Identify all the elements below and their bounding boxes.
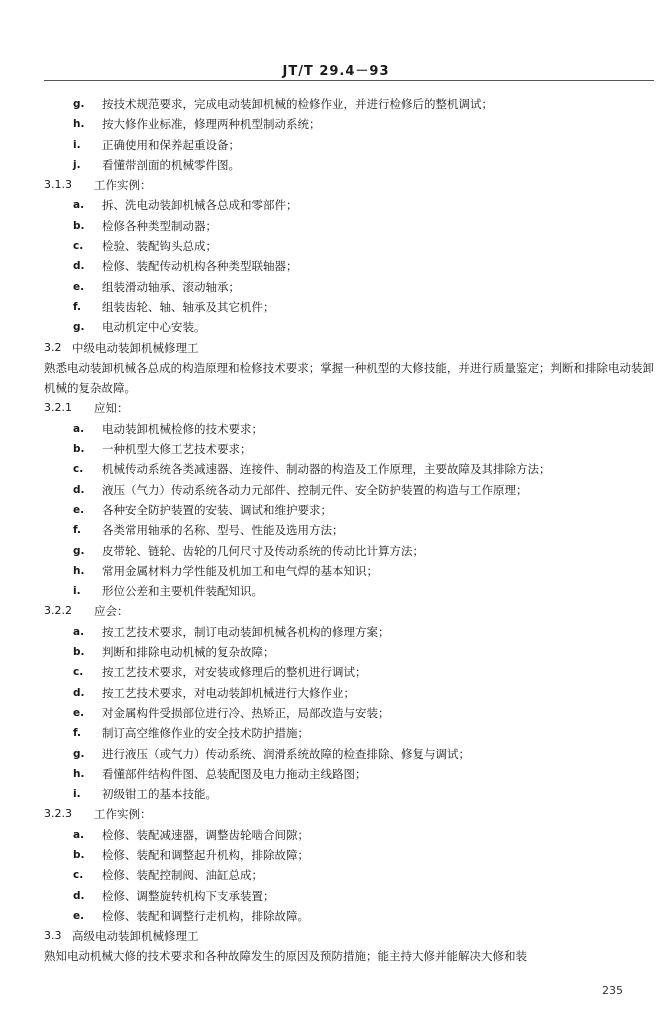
list-item-text: 检修、装配和调整起升机构，排除故障； (102, 847, 309, 862)
document-body (44, 94, 654, 967)
section-heading (44, 338, 654, 358)
list-item-letter: i. (73, 585, 81, 598)
list-item-text: 机械传动系统各类减速器、连接件、制动器的构造及工作原理，主要故障及其排除方法； (102, 462, 551, 477)
section-title: 中级电动装卸机械修理工 (72, 340, 199, 355)
list-item (44, 886, 654, 906)
paragraph: 熟知电动机械大修的技术要求和各种故障发生的原因及预防措施；能主持大修并能解决大修和装 (44, 949, 527, 964)
list-item (44, 297, 654, 317)
list-item-letter: a. (73, 199, 85, 212)
list-item-text: 皮带轮、链轮、齿轮的几何尺寸及传动系统的传动比计算方法； (102, 543, 424, 558)
list-item-letter: g. (73, 747, 85, 760)
list-item-text: 检修、装配和调整行走机构，排除故障。 (102, 908, 309, 923)
list-item-letter: d. (73, 889, 85, 902)
subsection-heading (44, 398, 654, 418)
list-item (44, 541, 654, 561)
list-item-text: 常用金属材料力学性能及机加工和电气焊的基本知识； (102, 563, 378, 578)
list-item-letter: b. (73, 848, 85, 861)
list-item-letter: a. (73, 625, 85, 638)
list-item-text: 对金属构件受损部位进行冷、热矫正，局部改造与安装； (102, 705, 390, 720)
list-item-text: 看懂带剖面的机械零件图。 (102, 157, 240, 172)
list-item-text: 进行液压（或气力）传动系统、润滑系统故障的检查排除、修复与调试； (102, 746, 470, 761)
list-item-letter: c. (73, 869, 84, 882)
list-item-letter: e. (73, 909, 85, 922)
section-number: 3.1.3 (44, 178, 72, 192)
list-item-text: 各类常用轴承的名称、型号、性能及选用方法； (102, 523, 344, 538)
list-item-text: 检验、装配钩头总成； (102, 239, 217, 254)
list-item (44, 114, 654, 134)
list-item (44, 439, 654, 459)
list-item-text: 按技术规范要求，完成电动装卸机械的检修作业，并进行检修后的整机调试； (102, 97, 493, 111)
list-item-text: 液压（气力）传动系统各动力元部件、控制元件、安全防护装置的构造与工作原理； (102, 482, 528, 497)
list-item (44, 135, 654, 155)
page-number: 235 (602, 984, 623, 997)
list-item-letter: e. (73, 280, 85, 293)
list-item-letter: f. (73, 300, 81, 313)
list-item (44, 683, 654, 703)
list-item-text: 组装滑动轴承、滚动轴承； (102, 279, 240, 294)
list-item-letter: i. (73, 138, 81, 151)
list-item-text: 拆、洗电动装卸机械各总成和零部件； (102, 198, 298, 213)
list-item-letter: f. (73, 727, 81, 740)
list-item-letter: b. (73, 443, 85, 456)
list-item-text: 按工艺技术要求，对安装或修理后的整机进行调试； (102, 665, 367, 680)
section-title: 应知： (94, 401, 129, 416)
list-item-text: 各种安全防护装置的安装、调试和维护要求； (102, 502, 332, 517)
list-item-letter: e. (73, 503, 85, 516)
subsection-heading (44, 601, 654, 621)
list-item-text: 正确使用和保养起重设备； (102, 137, 240, 152)
list-item-letter: a. (73, 422, 85, 435)
list-item (44, 865, 654, 885)
list-item-letter: j. (73, 158, 81, 171)
list-item-text: 组装齿轮、轴、轴承及其它机件； (102, 299, 275, 314)
list-item-text: 电动装卸机械检修的技术要求； (102, 421, 263, 436)
list-item (44, 906, 654, 926)
list-item-text: 按工艺技术要求，制订电动装卸机械各机构的修理方案； (102, 624, 390, 639)
list-item (44, 155, 654, 175)
list-item (44, 520, 654, 540)
list-item (44, 845, 654, 865)
list-item (44, 764, 654, 784)
list-item-text: 按工艺技术要求，对电动装卸机械进行大修作业； (102, 685, 355, 700)
list-item (44, 419, 654, 439)
list-item (44, 581, 654, 601)
list-item (44, 195, 654, 215)
list-item (44, 642, 654, 662)
list-item (44, 480, 654, 500)
section-title: 应会： (94, 604, 129, 619)
list-item-text: 初级钳工的基本技能。 (102, 787, 217, 802)
list-item (44, 500, 654, 520)
list-item-text: 制订高空维修作业的安全技术防护措施； (102, 726, 309, 741)
list-item (44, 703, 654, 723)
header-divider (44, 80, 654, 81)
list-item (44, 662, 654, 682)
list-item-letter: a. (73, 828, 85, 841)
list-item-letter: h. (73, 564, 85, 577)
subsection-heading (44, 804, 654, 824)
subsection-heading (44, 175, 654, 195)
list-item-letter: d. (73, 483, 85, 496)
list-item-letter: c. (73, 240, 84, 253)
section-number: 3.2.2 (44, 604, 72, 618)
list-item-text: 判断和排除电动机械的复杂故障； (102, 645, 275, 660)
standard-code-header: JT/T 29.4－93 (282, 64, 390, 79)
list-item (44, 561, 654, 581)
list-item (44, 277, 654, 297)
list-item (44, 459, 654, 479)
list-item (44, 317, 654, 337)
list-item (44, 216, 654, 236)
list-item-letter: c. (73, 463, 84, 476)
section-number: 3.2 (44, 340, 62, 354)
list-item-text: 电动机定中心安装。 (102, 320, 206, 335)
paragraph: 熟悉电动装卸机械各总成的构造原理和检修技术要求；掌握一种机型的大修技能，并进行质量鉴定；判断和排除电动装卸机械的复杂故障。 (44, 360, 654, 396)
list-item-letter: b. (73, 646, 85, 659)
list-item (44, 723, 654, 743)
list-item (44, 256, 654, 276)
list-item-text: 检修、调整旋转机构下支承装置； (102, 888, 275, 903)
list-item-letter: g. (73, 98, 85, 110)
section-title: 工作实例： (94, 807, 152, 822)
list-item-letter: f. (73, 524, 81, 537)
list-item (44, 236, 654, 256)
list-item-text: 形位公差和主要机件装配知识。 (102, 584, 263, 599)
section-number: 3.3 (44, 929, 62, 943)
section-title: 工作实例： (94, 178, 152, 193)
list-item-text: 检修、装配减速器，调整齿轮啮合间隙； (102, 827, 309, 842)
list-item-letter: d. (73, 686, 85, 699)
list-item (44, 784, 654, 804)
section-number: 3.2.1 (44, 401, 72, 415)
section-number: 3.2.3 (44, 807, 72, 821)
list-item-letter: i. (73, 788, 81, 801)
list-item (44, 94, 654, 114)
list-item-text: 按大修作业标准，修理两种机型制动系统； (102, 117, 321, 132)
list-item-text: 检修、装配传动机构各种类型联轴器； (102, 259, 298, 274)
list-item-text: 检修各种类型制动器； (102, 218, 217, 233)
list-item-letter: c. (73, 666, 84, 679)
list-item-letter: e. (73, 706, 85, 719)
list-item-letter: h. (73, 118, 85, 131)
section-heading (44, 926, 654, 946)
list-item (44, 744, 654, 764)
list-item (44, 622, 654, 642)
list-item-letter: g. (73, 544, 85, 557)
list-item-letter: b. (73, 219, 85, 232)
list-item-text: 一种机型大修工艺技术要求； (102, 442, 252, 457)
list-item-text: 检修、装配控制阀、油缸总成； (102, 868, 263, 883)
list-item-text: 看懂部件结构件图、总装配图及电力拖动主线路图； (102, 766, 367, 781)
list-item-letter: d. (73, 260, 85, 273)
list-item-letter: h. (73, 767, 85, 780)
list-item-letter: g. (73, 321, 85, 334)
list-item (44, 825, 654, 845)
section-title: 高级电动装卸机械修理工 (72, 929, 199, 944)
